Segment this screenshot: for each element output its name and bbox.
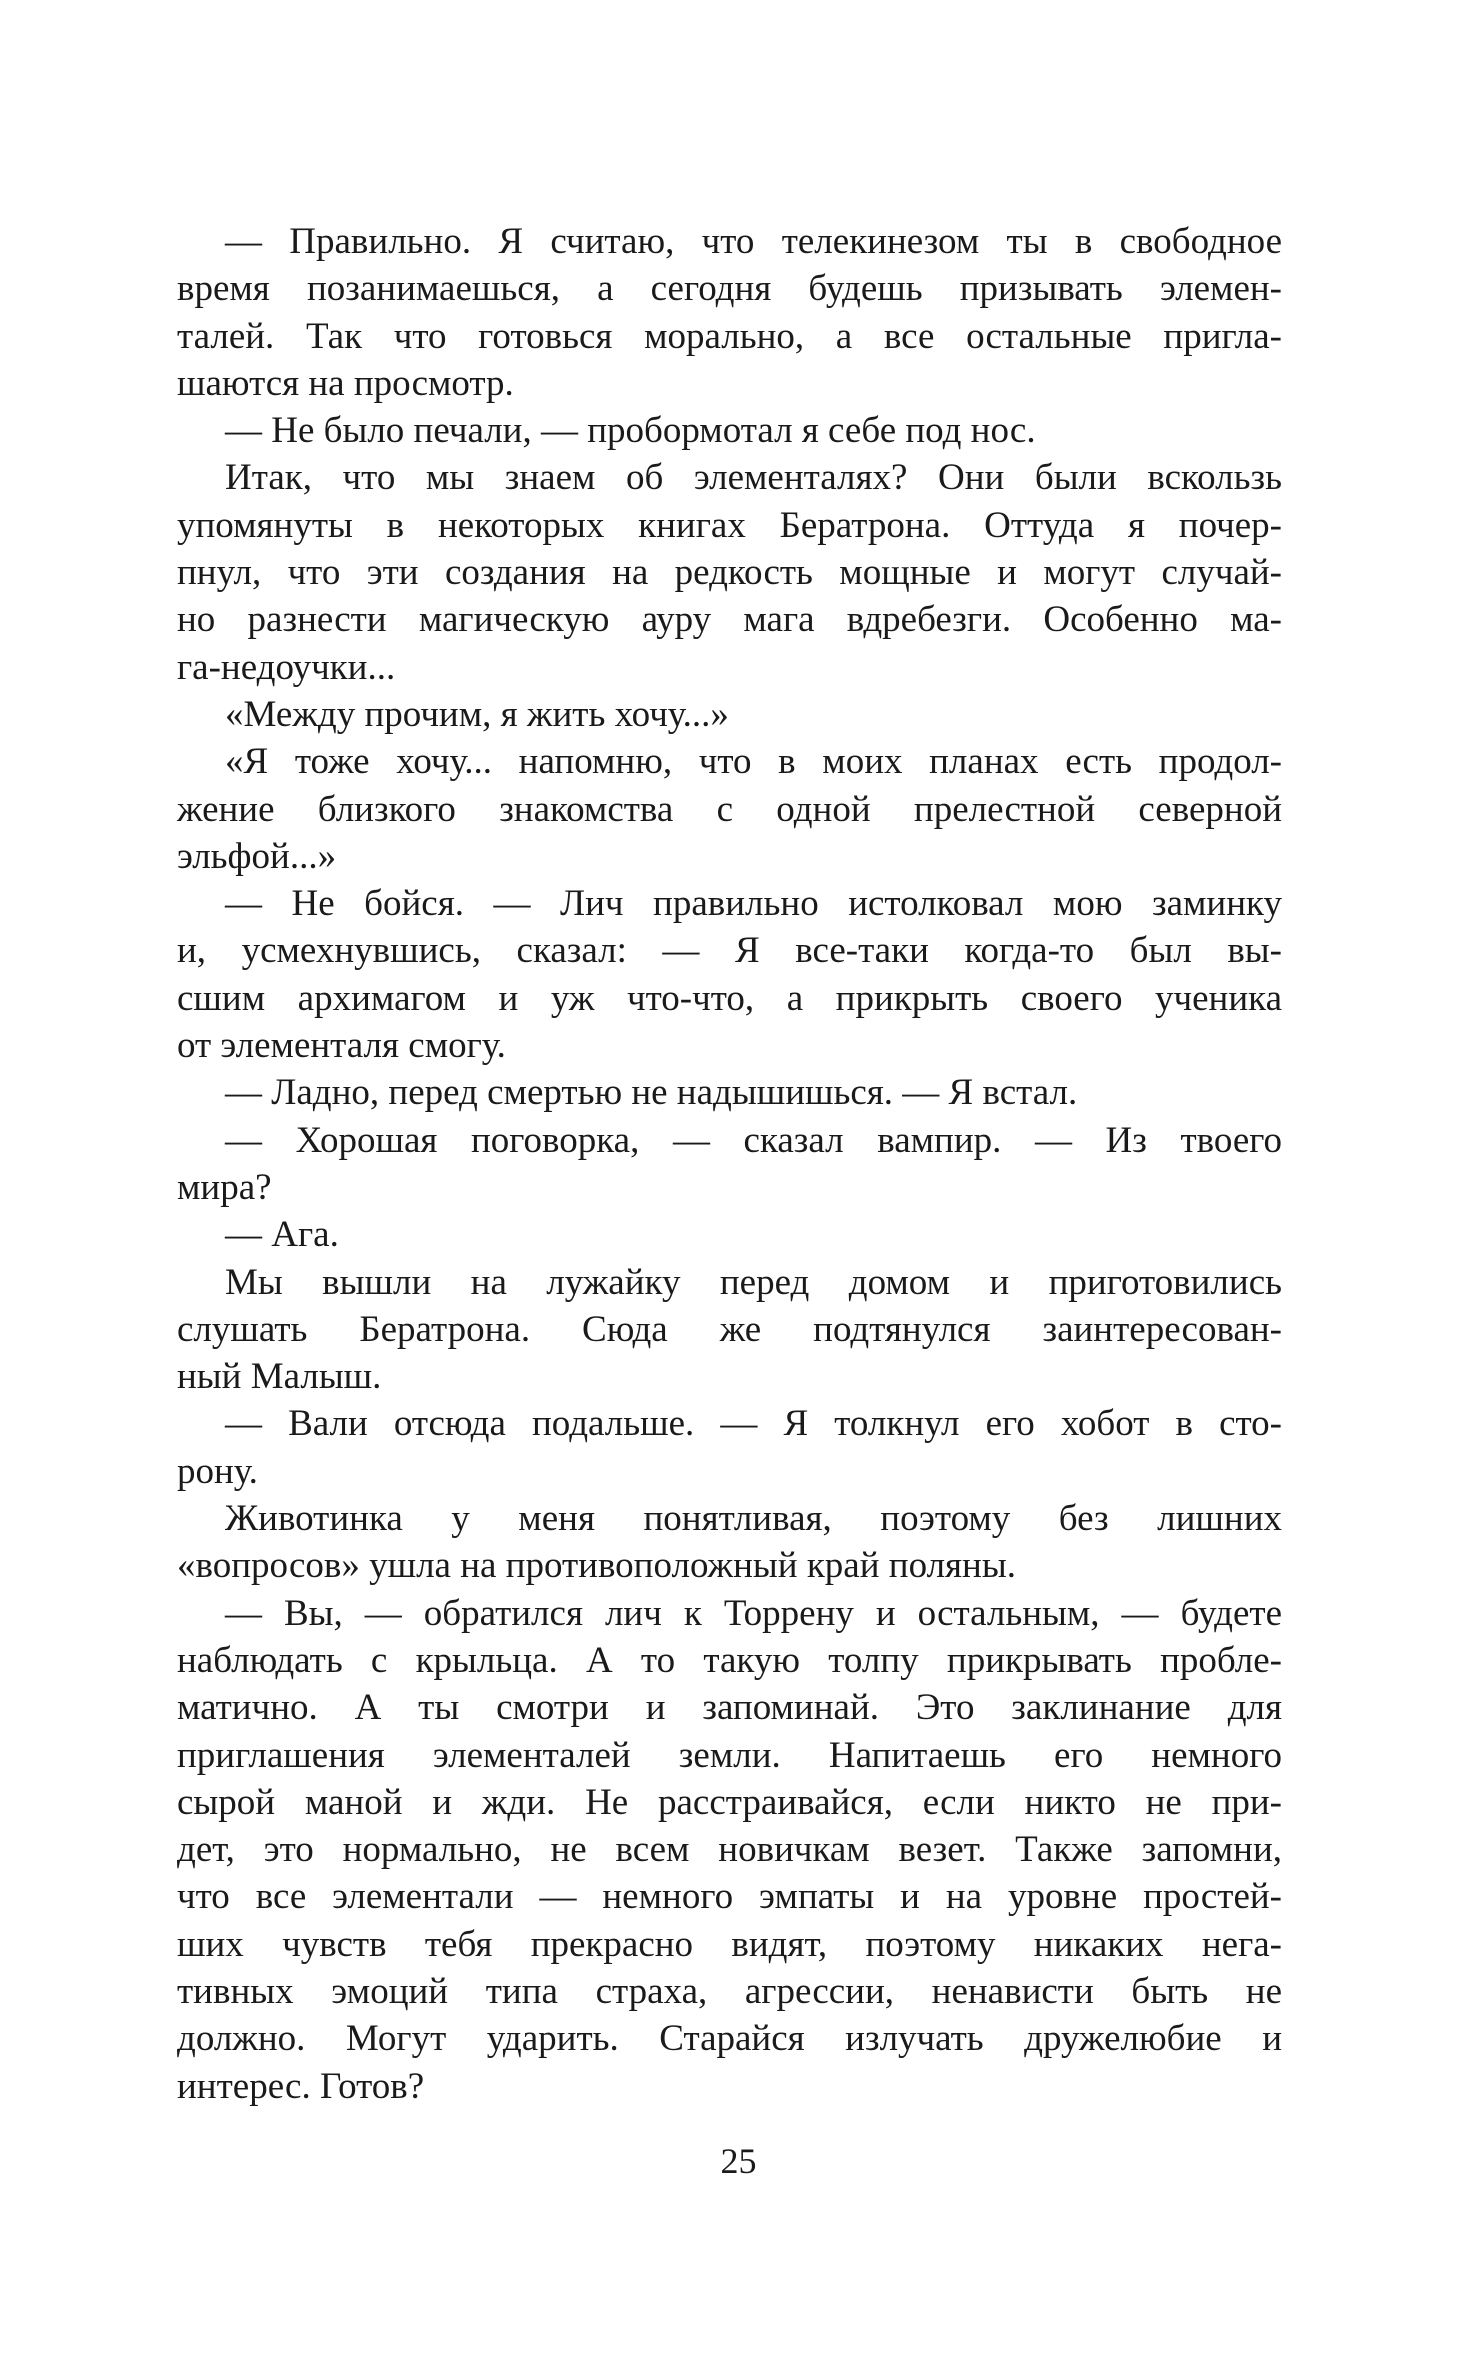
text-line: га-недоучки... (177, 646, 396, 688)
text-line: Мы вышли на лужайку перед домом и приготовились (225, 1261, 1282, 1303)
text-line: от элементаля смогу. (177, 1025, 506, 1067)
text-line: — Правильно. Я считаю, что телекинезом ты в свободное (225, 221, 1282, 262)
text-line: сырой маной и жди. Не расстраивайся, если никто не при- (177, 1781, 1282, 1823)
text-line: упомянуты в некоторых книгах Бератрона. Оттуда я почер- (177, 504, 1282, 546)
text-line: ших чувств тебя прекрасно видят, поэтому никаких нега- (177, 1923, 1282, 1965)
text-line: рону. (177, 1450, 258, 1492)
text-line: — Вы, — обратился лич к Торрену и остальным, — будете (225, 1592, 1282, 1634)
text-line: шаются на просмотр. (177, 362, 514, 404)
text-line: Итак, что мы знаем об элементалях? Они были вскользь (225, 457, 1282, 499)
text-line: время позанимаешься, а сегодня будешь призывать элемен- (177, 268, 1282, 310)
text-line: жение близкого знакомства с одной прелестной северной (177, 788, 1282, 830)
text-line: наблюдать с крыльца. А то такую толпу прикрывать пробле- (177, 1639, 1282, 1681)
text-line: — Не было печали, — пробормотал я себе под нос. (225, 410, 1036, 452)
text-line: что все элементали — немного эмпаты и на уровне простей- (177, 1876, 1282, 1918)
text-line: — Вали отсюда подальше. — Я толкнул его хобот в сто- (225, 1403, 1282, 1445)
text-line: ный Малыш. (177, 1356, 382, 1398)
text-line: слушать Бератрона. Сюда же подтянулся заинтересован- (177, 1308, 1282, 1350)
text-line: должно. Могут ударить. Старайся излучать дружелюбие и (177, 2018, 1282, 2060)
text-line: но разнести магическую ауру мага вдребезги. Особенно ма- (177, 599, 1282, 641)
text-line: мира? (177, 1166, 272, 1208)
body-text (177, 218, 1282, 2110)
text-line: тивных эмоций типа страха, агрессии, ненависти быть не (177, 1970, 1282, 2012)
text-line: сшим архимагом и уж что-что, а прикрыть своего ученика (177, 977, 1282, 1019)
text-line: приглашения элементалей земли. Напитаешь его немного (177, 1734, 1282, 1776)
text-line: — Ладно, перед смертью не надышишься. — Я встал. (225, 1072, 1078, 1114)
text-line: Животинка у меня понятливая, поэтому без лишних (225, 1498, 1282, 1540)
page-number: 25 (720, 2141, 757, 2181)
text-line: интерес. Готов? (177, 2065, 425, 2107)
text-line: пнул, что эти создания на редкость мощные и могут случай- (177, 552, 1282, 594)
text-line: — Хорошая поговорка, — сказал вампир. — Из твоего (225, 1119, 1282, 1161)
text-line: — Ага. (225, 1214, 339, 1256)
text-line: дет, это нормально, не всем новичкам везет. Также запомни, (177, 1829, 1282, 1871)
text-line: «Я тоже хочу... напомню, что в моих планах есть продол- (225, 741, 1282, 783)
text-line: матично. А ты смотри и запоминай. Это заклинание для (177, 1687, 1282, 1729)
text-line: и, усмехнувшись, сказал: — Я все-таки когда-то был вы- (177, 930, 1282, 972)
text-line: «вопросов» ушла на противоположный край поляны. (177, 1545, 1016, 1587)
text-line: эльфой...» (177, 835, 337, 877)
text-line: талей. Так что готовься морально, а все остальные пригла- (177, 315, 1282, 357)
text-line: — Не бойся. — Лич правильно истолковал мою заминку (225, 883, 1282, 925)
text-line: «Между прочим, я жить хочу...» (225, 693, 729, 735)
